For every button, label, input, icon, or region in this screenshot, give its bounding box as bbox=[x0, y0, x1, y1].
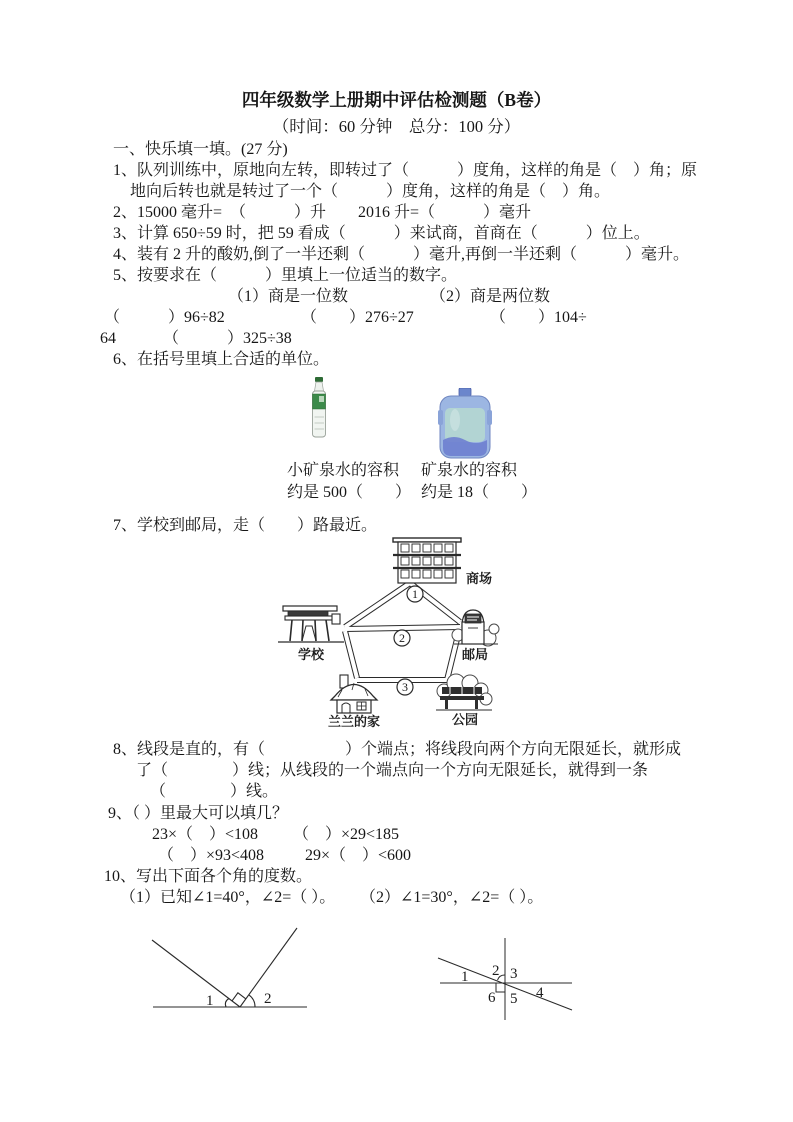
small-bottle-caption-2: 约是 500（ ） bbox=[287, 484, 412, 501]
route-1-number: 1 bbox=[412, 587, 418, 601]
bottle-neck bbox=[315, 382, 324, 391]
question-8-line-1: 8、线段是直的，有（ ）个端点；将线段向两个方向无限延长，就形成 bbox=[113, 741, 682, 758]
question-5-stem: 5、按要求在（ ）里填上一位适当的数字。 bbox=[113, 267, 458, 284]
right-angle-marker bbox=[496, 983, 505, 992]
angle-2-label: 2 bbox=[264, 991, 272, 1007]
question-5-item-2: （ ）276÷27 bbox=[301, 309, 414, 326]
angle-1-label: 1 bbox=[461, 969, 469, 985]
route-map-image bbox=[272, 530, 540, 732]
left-ray bbox=[152, 940, 240, 1007]
school-icon bbox=[278, 606, 344, 642]
map-label-park: 公园 bbox=[452, 712, 479, 727]
small-bottle-caption-1: 小矿泉水的容积 bbox=[287, 462, 400, 479]
question-6-stem: 6、在括号里填上合适的单位。 bbox=[113, 351, 330, 368]
large-bottle-caption-2: 约是 18（ ） bbox=[421, 484, 538, 501]
angle-1-label: 1 bbox=[206, 993, 214, 1009]
large-water-jug-image bbox=[436, 388, 494, 462]
angle-6-label: 6 bbox=[488, 990, 496, 1006]
jug-handle-right bbox=[487, 410, 492, 425]
bottle-cap-icon bbox=[315, 377, 323, 382]
angle-5-label: 5 bbox=[510, 991, 518, 1007]
jug-handle-left bbox=[438, 410, 443, 425]
question-5-item-3: （ ）104÷ bbox=[490, 309, 587, 326]
question-5-item-1: （ ）96÷82 bbox=[104, 309, 225, 326]
question-3: 3、计算 650÷59 时，把 59 看成（ ）来试商，首商在（ ）位上。 bbox=[113, 225, 650, 242]
question-10-stem: 10、写出下面各个角的度数。 bbox=[104, 868, 313, 885]
route-3-number: 3 bbox=[402, 680, 408, 694]
question-2: 2、15000 毫升= （ ）升 2016 升=（ ）毫升 bbox=[113, 204, 532, 221]
map-label-post-office: 邮局 bbox=[462, 647, 489, 662]
question-5-item-3-wrap: 64 bbox=[100, 330, 116, 347]
angle-diagram-1 bbox=[138, 926, 318, 1022]
question-5-col2-header: （2）商是两位数 bbox=[430, 288, 551, 305]
angle-2-arc bbox=[249, 995, 255, 1007]
angle-diagram-2 bbox=[428, 933, 588, 1028]
question-9-item-3: （ ）×93<408 bbox=[158, 847, 265, 864]
angle-4-label: 4 bbox=[536, 985, 544, 1001]
large-bottle-caption-1: 矿泉水的容积 bbox=[421, 462, 518, 479]
angle-3-label: 3 bbox=[510, 966, 518, 982]
doc-subtitle: （时间：60 分钟 总分：100 分） bbox=[272, 117, 521, 136]
question-5-col1-header: （1）商是一位数 bbox=[228, 288, 349, 305]
question-1-line-2: 地向后转也就是转过了一个（ ）度角，这样的角是（ ）角。 bbox=[130, 183, 611, 200]
section-1-heading: 一、快乐填一填。(27 分) bbox=[113, 141, 288, 158]
right-angle-marker bbox=[232, 993, 246, 1001]
map-label-school: 学校 bbox=[298, 647, 325, 662]
question-8-line-2: 了（ ）线；从线段的一个端点向一个方向无限延长，就得到一条 bbox=[136, 762, 649, 779]
question-9-item-4: 29×（ ）<600 bbox=[305, 847, 412, 864]
route-2-number: 2 bbox=[399, 631, 405, 645]
question-9-item-1: 23×（ ）<108 bbox=[152, 826, 259, 843]
angle-2-label: 2 bbox=[492, 963, 500, 979]
question-10-part-1: （1）已知∠1=40°，∠2=（ ）。 bbox=[120, 889, 336, 906]
map-label-home: 兰兰的家 bbox=[328, 714, 381, 729]
question-7-stem: 7、学校到邮局，走（ ）路最近。 bbox=[113, 517, 378, 534]
question-1-line-1: 1、队列训练中，原地向左转，即转过了（ ）度角，这样的角是（ ）角；原 bbox=[113, 162, 698, 179]
doc-title: 四年级数学上册期中评估检测题（B卷） bbox=[241, 90, 552, 110]
angle-1-arc bbox=[225, 999, 229, 1008]
question-8-line-3: （ ）线。 bbox=[150, 783, 279, 800]
bottle-label-highlight bbox=[319, 396, 324, 402]
mall-icon bbox=[393, 538, 461, 583]
question-9-stem: 9、（ ）里最大可以填几？ bbox=[108, 805, 289, 822]
map-label-mall: 商场 bbox=[466, 571, 493, 586]
jug-cap-icon bbox=[459, 388, 471, 396]
question-9-item-2: （ ）×29<185 bbox=[293, 826, 400, 843]
bench-seat bbox=[440, 696, 484, 700]
question-4: 4、装有 2 升的酸奶,倒了一半还剩（ ）毫升,再倒一半还剩（ ）毫升。 bbox=[113, 246, 690, 263]
question-10-part-2: （2）∠1=30°，∠2=（ ）。 bbox=[360, 889, 544, 906]
small-water-bottle-image bbox=[306, 377, 332, 439]
question-5-item-4: （ ）325÷38 bbox=[163, 330, 292, 347]
